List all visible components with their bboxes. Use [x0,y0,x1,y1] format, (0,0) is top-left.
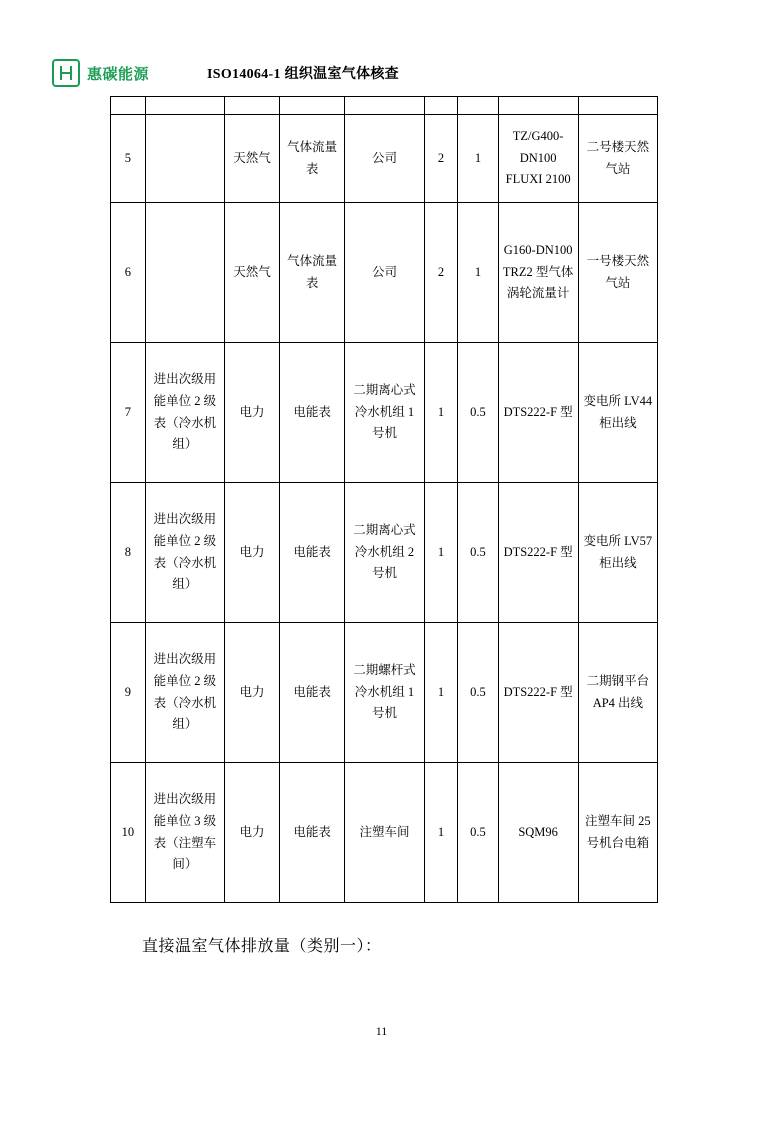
table-row [111,115,658,203]
cell-accuracy: 0.5 [458,763,498,903]
table-row [111,763,658,903]
table-row [111,343,658,483]
cell-energy: 电力 [225,763,280,903]
cell-category: 进出次级用能单位 2 级表（冷水机组） [145,483,224,623]
cell-category [145,203,224,343]
table-continuation-strip [111,97,658,115]
cell-category: 进出次级用能单位 2 级表（冷水机组） [145,623,224,763]
cell-model: DTS222-F 型 [498,483,578,623]
company-logo [52,59,149,87]
cell-category [145,115,224,203]
cell-no: 6 [111,203,146,343]
document-page [0,50,763,1130]
cell-energy: 天然气 [225,115,280,203]
cell-meter: 气体流量表 [279,115,344,203]
cell-meter: 电能表 [279,343,344,483]
section-caption: 直接温室气体排放量（类别一）： [142,938,382,955]
company-name: 惠碳能源 [87,65,150,83]
cell-energy: 电力 [225,623,280,763]
cell-no: 8 [111,483,146,623]
table-row [111,483,658,623]
cell-meter: 气体流量表 [279,203,344,343]
cell-place: 二期离心式冷水机组 2 号机 [345,483,424,623]
page-header [52,50,711,96]
cell-energy: 电力 [225,343,280,483]
cell-meter: 电能表 [279,483,344,623]
cell-place: 公司 [345,203,424,343]
cell-model: TZ/G400-DN100 FLUXI 2100 [498,115,578,203]
cell-model: G160-DN100 TRZ2 型气体涡轮流量计 [498,203,578,343]
cell-accuracy: 0.5 [458,623,498,763]
cell-location: 二期钢平台 AP4 出线 [578,623,657,763]
cell-category: 进出次级用能单位 3 级表（注塑车间） [145,763,224,903]
meter-inventory-table [110,96,658,903]
cell-place: 注塑车间 [345,763,424,903]
cell-meter: 电能表 [279,763,344,903]
cell-model: DTS222-F 型 [498,623,578,763]
cell-accuracy: 1 [458,203,498,343]
cell-no: 10 [111,763,146,903]
cell-no: 7 [111,343,146,483]
cell-category: 进出次级用能单位 2 级表（冷水机组） [145,343,224,483]
cell-meter: 电能表 [279,623,344,763]
cell-energy: 天然气 [225,203,280,343]
cell-location: 二号楼天然气站 [578,115,657,203]
cell-qty: 1 [424,623,458,763]
table-row [111,623,658,763]
cell-accuracy: 0.5 [458,483,498,623]
cell-model: DTS222-F 型 [498,343,578,483]
cell-place: 公司 [345,115,424,203]
cell-accuracy: 1 [458,115,498,203]
table-row [111,203,658,343]
cell-location: 变电所 LV44 柜出线 [578,343,657,483]
leaf-logo-icon [52,59,80,87]
cell-qty: 2 [424,115,458,203]
cell-place: 二期螺杆式冷水机组 1 号机 [345,623,424,763]
page-number: 11 [375,1024,388,1038]
cell-location: 注塑车间 25 号机台电箱 [578,763,657,903]
cell-qty: 1 [424,763,458,903]
cell-model: SQM96 [498,763,578,903]
cell-no: 5 [111,115,146,203]
cell-qty: 2 [424,203,458,343]
cell-location: 一号楼天然气站 [578,203,657,343]
cell-energy: 电力 [225,483,280,623]
cell-qty: 1 [424,483,458,623]
cell-no: 9 [111,623,146,763]
cell-qty: 1 [424,343,458,483]
cell-place: 二期离心式冷水机组 1 号机 [345,343,424,483]
cell-accuracy: 0.5 [458,343,498,483]
cell-location: 变电所 LV57 柜出线 [578,483,657,623]
document-title: ISO14064-1 组织温室气体核查 [207,67,399,82]
